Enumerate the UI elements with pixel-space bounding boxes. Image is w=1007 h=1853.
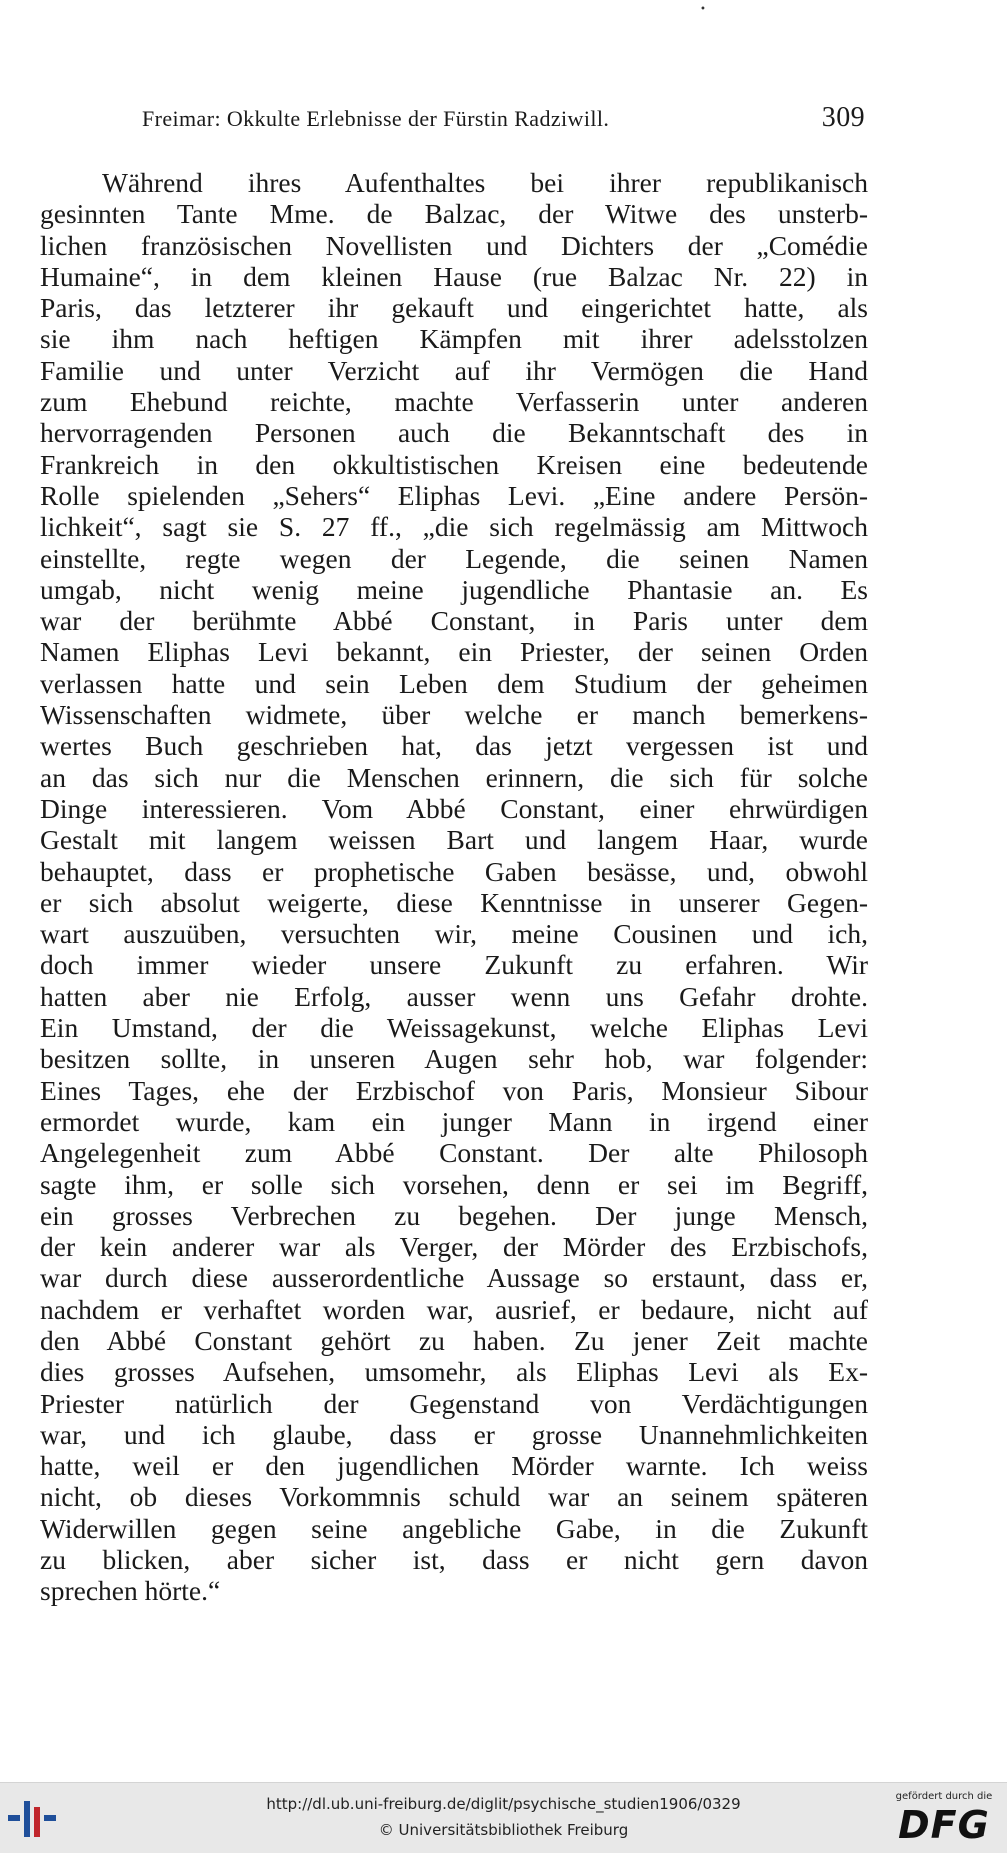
text-line: Während ihres Aufenthaltes bei ihrer republikanisch [102,167,868,198]
text-line: er sich absolut weigerte, diese Kenntnisse in unserer Gegen- [40,886,868,918]
text-line: Humaine“, in dem kleinen Hause (rue Balzac Nr. 22) in [40,260,868,292]
running-head [142,102,865,136]
text-line: Rolle spielenden „Sehers“ Eliphas Levi. „Eine andere Persön- [40,479,868,511]
text-line: Familie und unter Verzicht auf ihr Vermögen die Hand [40,354,868,386]
text-line: war durch diese ausserordentliche Aussage so erstaunt, dass er, [40,1262,868,1294]
text-line: gesinnten Tante Mme. de Balzac, der Witwe des unsterb- [40,198,868,230]
text-line: nicht, ob dieses Vorkommnis schuld war an seinem späteren [40,1481,868,1513]
dfg-logo[interactable]: DFG [898,1803,990,1847]
text-line: sagte ihm, er solle sich vorsehen, denn er sei im Begriff, [40,1168,868,1200]
text-line: dies grosses Aufsehen, umsomehr, als Eliphas Levi als Ex- [40,1356,868,1388]
text-line: ermordet wurde, kam ein junger Mann in irgend einer [40,1105,868,1137]
text-line: Angelegenheit zum Abbé Constant. Der alte Philosoph [40,1137,868,1169]
text-line: Wissenschaften widmete, über welche er manch bemerkens- [40,699,868,731]
text-line: Widerwillen gegen seine angebliche Gabe, in die Zukunft [40,1512,868,1544]
text-line: Ein Umstand, der die Weissagekunst, welche Eliphas Levi [40,1012,868,1044]
text-line: lichkeit“, sagt sie S. 27 ff., „die sich regelmässig am Mittwoch [40,511,868,543]
text-line: sprechen hörte.“ [40,1575,221,1607]
text-line: hervorragenden Personen auch die Bekanntschaft des in [40,417,868,449]
text-line: Frankreich in den okkultistischen Kreisen eine bedeutende [40,448,868,480]
text-line: zu blicken, aber sicher ist, dass er nicht gern davon [40,1544,868,1576]
text-line: an das sich nur die Menschen erinnern, die sich für solche [40,761,868,793]
text-line: war der berühmte Abbé Constant, in Paris unter dem [40,605,868,637]
text-line: besitzen sollte, in unseren Augen sehr hob, war folgender: [40,1043,868,1075]
footer-copyright: © Universitätsbibliothek Freiburg [378,1821,629,1839]
body-text [40,167,868,1607]
text-line: einstellte, regte wegen der Legende, die seinen Namen [40,542,868,574]
text-line: den Abbé Constant gehört zu haben. Zu jener Zeit machte [40,1324,868,1356]
footer-bar [0,1782,1007,1853]
text-line: sie ihm nach heftigen Kämpfen mit ihrer adelsstolzen [40,323,868,355]
text-line: wart auszuüben, versuchten wir, meine Cousinen und ich, [40,918,868,950]
text-line: wertes Buch geschrieben hat, das jetzt vergessen ist und [40,730,868,762]
text-line: zum Ehebund reichte, machte Verfasserin unter anderen [40,386,868,418]
running-title: Freimar: Okkulte Erlebnisse der Fürstin Radziwill. [142,106,610,131]
text-line: Namen Eliphas Levi bekannt, ein Priester, der seinen Orden [40,636,868,668]
text-line: doch immer wieder unsere Zukunft zu erfahren. Wir [40,949,868,981]
text-line: Gestalt mit langem weissen Bart und langem Haar, wurde [40,824,868,856]
text-line: Priester natürlich der Gegenstand von Verdächtigungen [40,1387,868,1419]
text-line: umgab, nicht wenig meine jugendliche Phantasie an. Es [40,573,868,605]
text-line: hatte, weil er den jugendlichen Mörder warnte. Ich weiss [40,1450,868,1482]
scan-speck: • [700,4,706,15]
footer-url-link[interactable]: http://dl.ub.uni-freiburg.de/diglit/psychische_studien1906/0329 [266,1795,741,1813]
page-number: 309 [821,102,865,133]
text-line: Paris, das letzterer ihr gekauft und eingerichtet hatte, als [40,292,868,324]
funder-label: gefördert durch die [895,1791,993,1802]
text-line: ein grosses Verbrechen zu begehen. Der junge Mensch, [40,1199,868,1231]
text-line: hatten aber nie Erfolg, ausser wenn uns Gefahr drohte. [40,980,868,1012]
text-line: war, und ich glaube, dass er grosse Unannehmlichkeiten [40,1418,868,1450]
text-line: Dinge interessieren. Vom Abbé Constant, einer ehrwürdigen [40,792,868,824]
text-line: behauptet, dass er prophetische Gaben besässe, und, obwohl [40,855,868,887]
text-line: Eines Tages, ehe der Erzbischof von Paris, Monsieur Sibour [40,1074,868,1106]
text-line: lichen französischen Novellisten und Dichters der „Comédie [40,229,868,261]
text-line: verlassen hatte und sein Leben dem Studium der geheimen [40,667,868,699]
text-line: der kein anderer war als Verger, der Mörder des Erzbischofs, [40,1231,868,1263]
text-line: nachdem er verhaftet worden war, ausrief, er bedaure, nicht auf [40,1293,868,1325]
